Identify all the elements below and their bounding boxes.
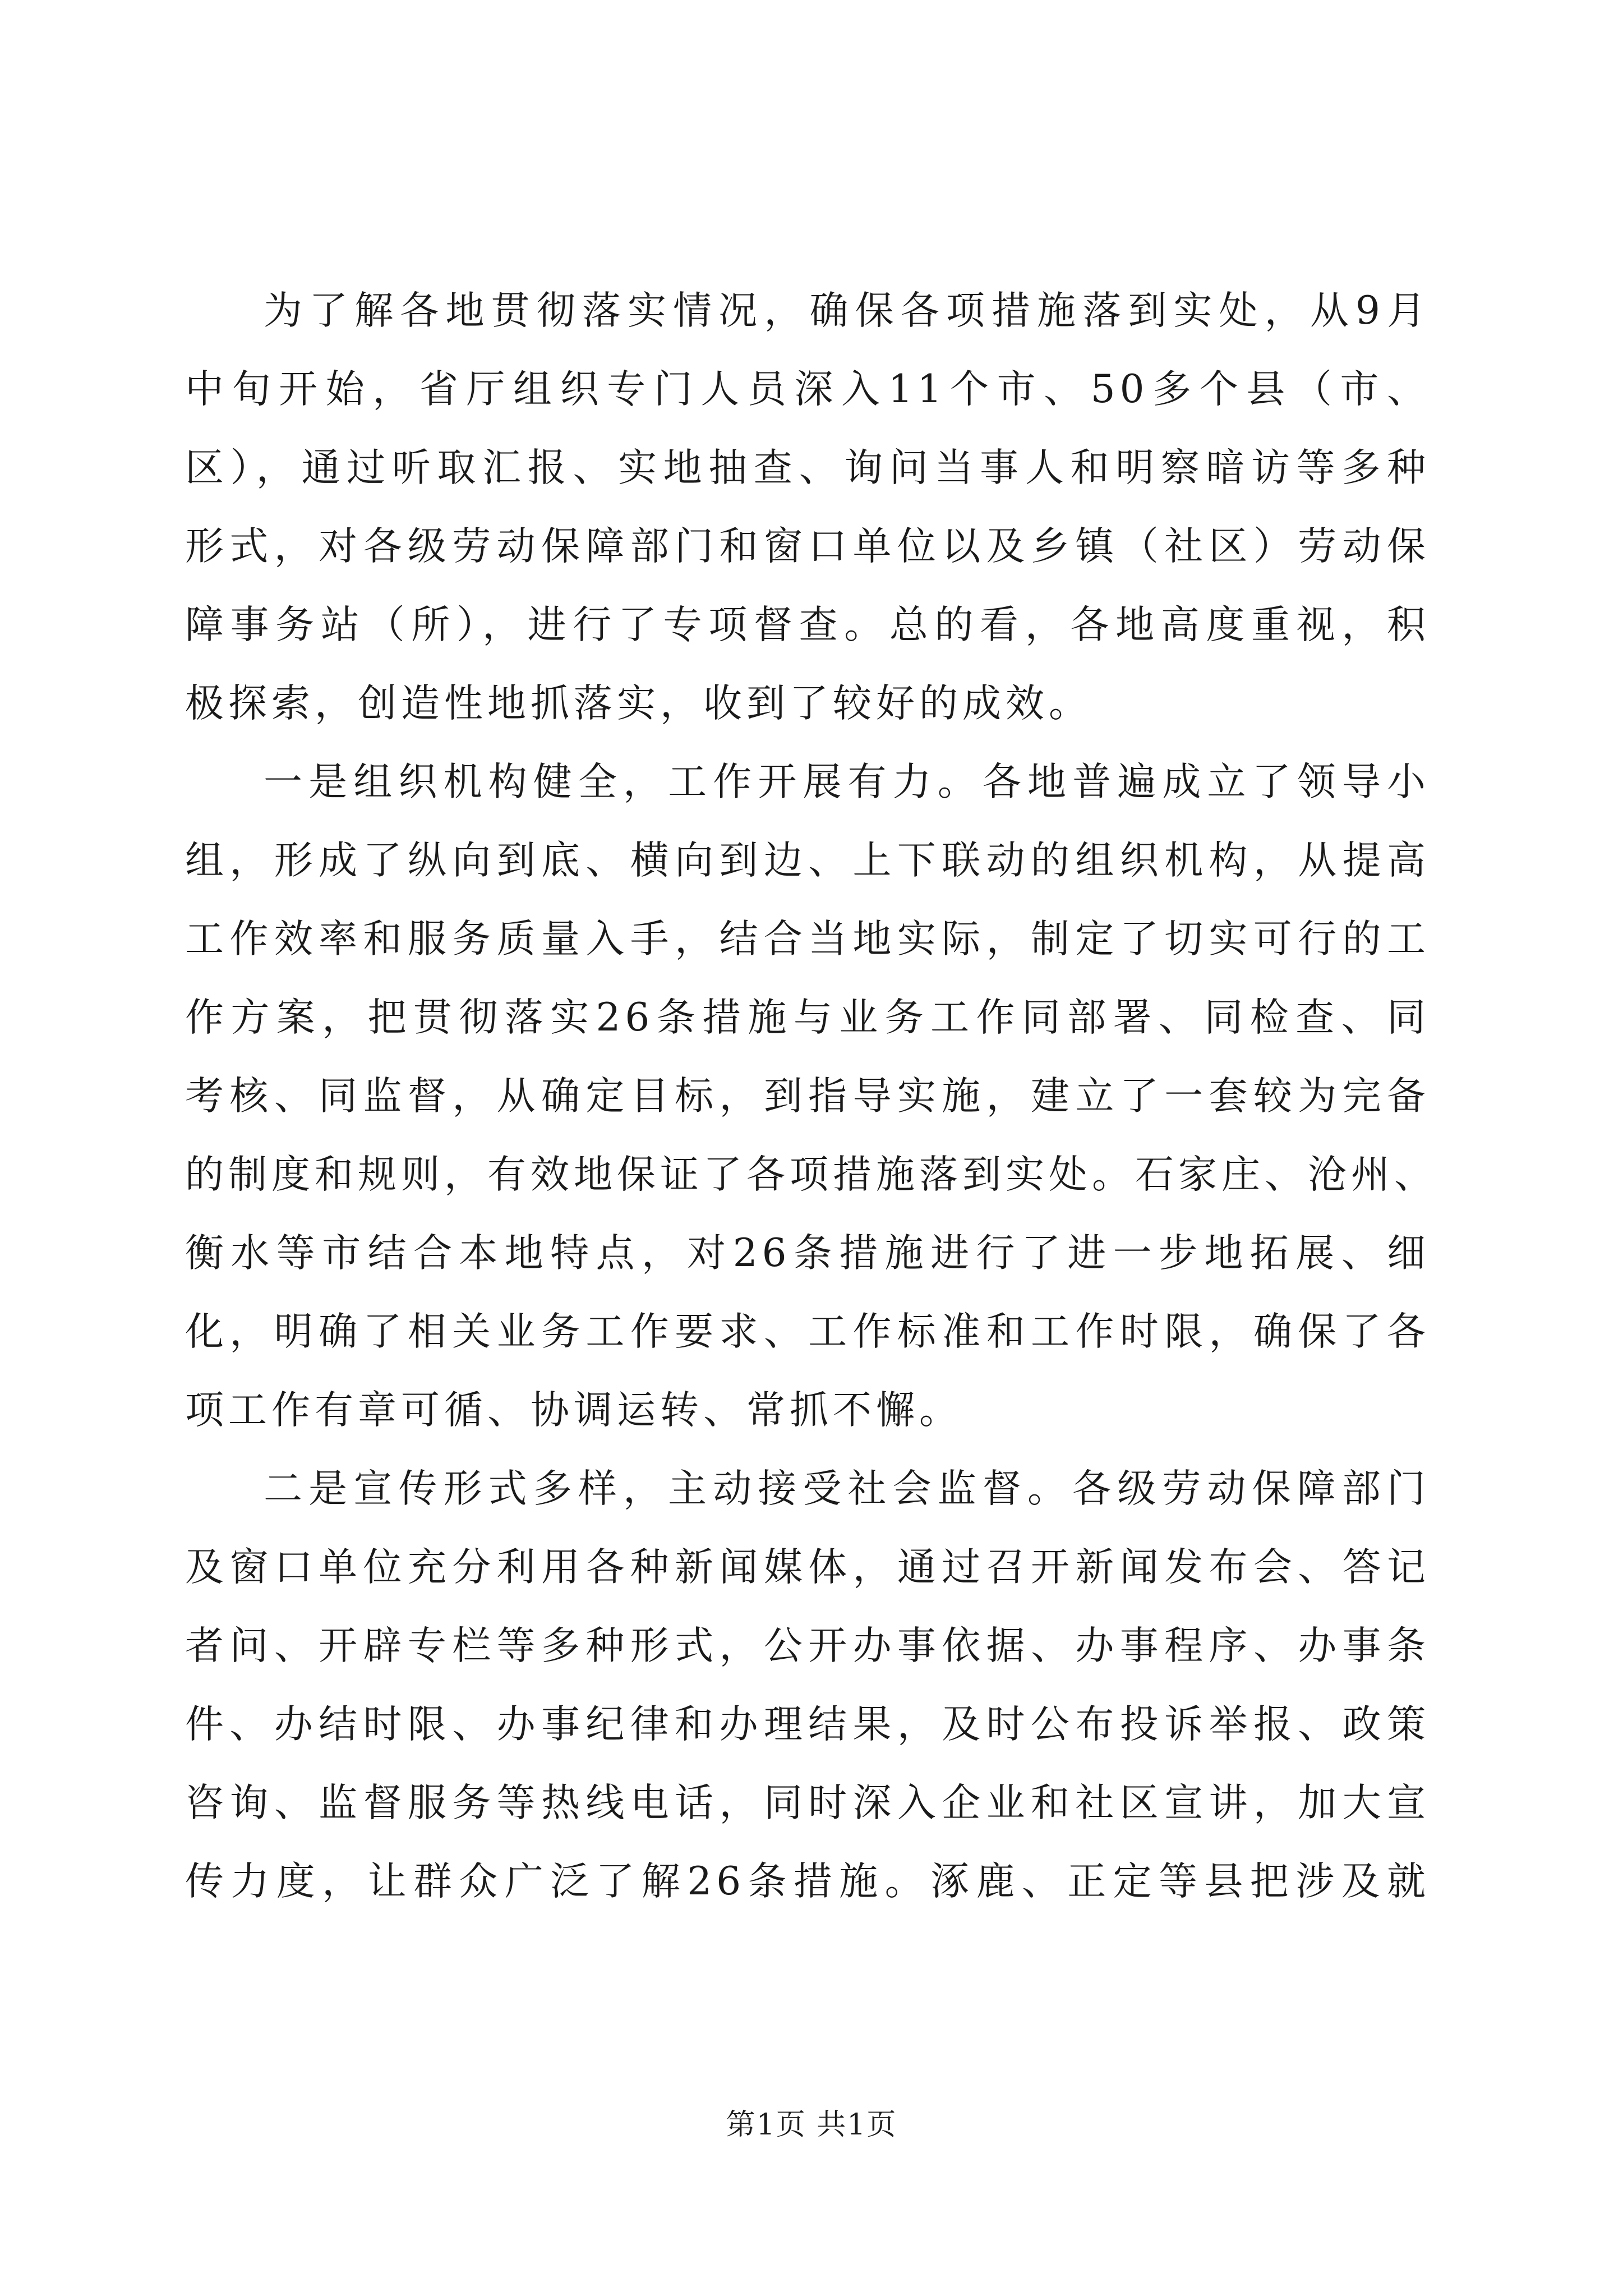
text-line: 考核、同监督，从确定目标，到指导实施，建立了一套较为完备 bbox=[185, 1074, 1430, 1119]
text-line: 件、办结时限、办事纪律和办理结果，及时公布投诉举报、政策 bbox=[185, 1702, 1430, 1747]
text-line: 化，明确了相关业务工作要求、工作标准和工作时限，确保了各 bbox=[185, 1309, 1430, 1354]
text-line: 极探索，创造性地抓落实，收到了较好的成效。 bbox=[185, 681, 1092, 726]
text-line: 及窗口单位充分利用各种新闻媒体，通过召开新闻发布会、答记 bbox=[185, 1545, 1430, 1590]
text-line: 项工作有章可循、协调运转、常抓不懈。 bbox=[185, 1388, 962, 1433]
text-line: 传力度，让群众广泛了解26条措施。涿鹿、正定等县把涉及就 bbox=[185, 1859, 1430, 1904]
text-line: 二是宣传形式多样，主动接受社会监督。各级劳动保障部门 bbox=[264, 1466, 1430, 1511]
text-line: 作方案，把贯彻落实26条措施与业务工作同部署、同检查、同 bbox=[185, 995, 1430, 1040]
text-line: 为了解各地贯彻落实情况，确保各项措施落到实处，从9月 bbox=[264, 288, 1430, 333]
page-number-footer: 第1页 共1页 bbox=[726, 2108, 897, 2142]
text-line: 衡水等市结合本地特点，对26条措施进行了进一步地拓展、细 bbox=[185, 1231, 1430, 1276]
text-line: 组，形成了纵向到底、横向到边、上下联动的组织机构，从提高 bbox=[185, 838, 1430, 883]
text-line: 的制度和规则，有效地保证了各项措施落到实处。石家庄、沧州、 bbox=[185, 1152, 1437, 1197]
text-line: 区），通过听取汇报、实地抽查、询问当事人和明察暗访等多种 bbox=[185, 445, 1430, 490]
text-line: 者问、开辟专栏等多种形式，公开办事依据、办事程序、办事条 bbox=[185, 1623, 1430, 1668]
text-line: 咨询、监督服务等热线电话，同时深入企业和社区宣讲，加大宣 bbox=[185, 1780, 1430, 1825]
text-line: 形式，对各级劳动保障部门和窗口单位以及乡镇（社区）劳动保 bbox=[185, 524, 1430, 569]
text-line: 障事务站（所），进行了专项督查。总的看，各地高度重视，积 bbox=[185, 602, 1430, 647]
text-line: 工作效率和服务质量入手，结合当地实际，制定了切实可行的工 bbox=[185, 917, 1430, 961]
text-line: 中旬开始，省厅组织专门人员深入11个市、50多个县（市、 bbox=[185, 367, 1430, 412]
text-line: 一是组织机构健全，工作开展有力。各地普遍成立了领导小 bbox=[264, 760, 1430, 804]
